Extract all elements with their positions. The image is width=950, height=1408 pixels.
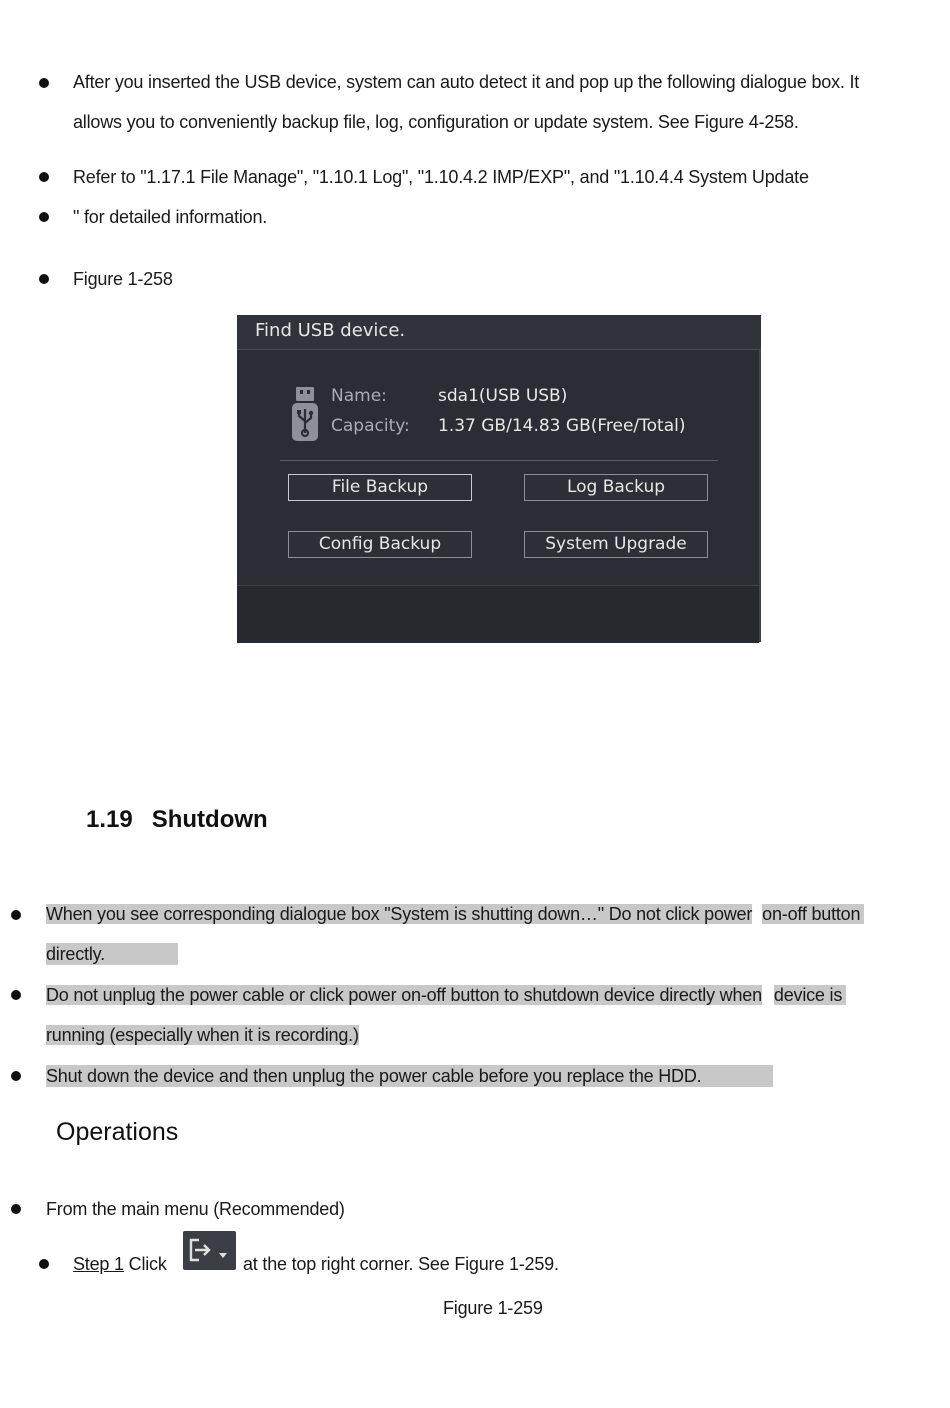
find-usb-dialog	[237, 315, 761, 642]
note-3-text: Shut down the device and then unplug the power cable before you replace the HDD.	[46, 1065, 773, 1087]
logout-icon-glyph	[183, 1231, 236, 1270]
note-1-line-2-text: directly.	[46, 943, 178, 965]
logout-icon[interactable]	[183, 1231, 236, 1270]
bullet	[39, 172, 49, 182]
section-heading	[86, 806, 268, 834]
capacity-label: Capacity:	[331, 416, 410, 436]
bullet	[39, 78, 49, 88]
log-backup-button[interactable]: Log Backup	[524, 474, 708, 501]
intro-paragraph-1-line-1: After you inserted the USB device, system can auto detect it and pop up the following dialogue box. It	[73, 72, 860, 92]
step-1-label: Step 1	[73, 1254, 124, 1274]
name-label: Name:	[331, 386, 387, 406]
operations-heading: Operations	[56, 1118, 179, 1146]
bullet	[39, 1259, 49, 1269]
step-1-prefix	[73, 1253, 167, 1275]
note-2-line-2-text: running (especially when it is recording.)	[46, 1025, 359, 1045]
bullet	[11, 1071, 21, 1081]
capacity-value: 1.37 GB/14.83 GB(Free/Total)	[438, 416, 686, 436]
system-upgrade-button[interactable]: System Upgrade	[524, 531, 708, 558]
note-1-line-2	[46, 943, 178, 965]
file-backup-button[interactable]: File Backup	[288, 474, 472, 501]
bullet	[11, 910, 21, 920]
bullet	[39, 212, 49, 222]
config-backup-button[interactable]: Config Backup	[288, 531, 472, 558]
from-main-menu: From the main menu (Recommended)	[46, 1199, 345, 1219]
intro-paragraph-2-line-2: " for detailed information.	[73, 207, 268, 227]
note-2-line-1-main: Do not unplug the power cable or click power on-off button to shutdown device directly when	[46, 985, 762, 1005]
note-1-line-1	[46, 903, 864, 925]
bullet	[11, 1204, 21, 1214]
intro-paragraph-2-line-1: Refer to "1.17.1 File Manage", "1.10.1 Log", "1.10.4.2 IMP/EXP", and "1.10.4.4 System Update	[73, 167, 809, 187]
section-title: Shutdown	[151, 806, 268, 833]
note-2-line-2	[46, 1024, 359, 1046]
section-number: 1.19	[86, 806, 133, 833]
usb-drive-icon	[291, 387, 319, 443]
dialog-title-bar	[237, 315, 761, 350]
note-2-line-1	[46, 984, 846, 1006]
note-1-line-1-main: When you see corresponding dialogue box "System is shutting down…" Do not click power	[46, 904, 753, 924]
dialog-title: Find USB device.	[255, 320, 406, 341]
figure-caption-258: Figure 1-258	[73, 269, 173, 289]
intro-paragraph-1-line-2: allows you to conveniently backup file, log, configuration or update system. See Figure 4-258.	[73, 112, 799, 132]
note-3	[46, 1065, 773, 1087]
note-2-line-1-end: device is	[774, 985, 846, 1005]
bullet	[39, 274, 49, 284]
step-1-rest: at the top right corner. See Figure 1-259.	[243, 1254, 559, 1274]
note-1-line-1-end: on-off button	[762, 904, 864, 924]
bullet	[11, 990, 21, 1000]
figure-caption-259: Figure 1-259	[443, 1298, 543, 1318]
step-1-click: Click	[123, 1254, 167, 1274]
dialog-separator	[280, 460, 718, 461]
dialog-footer	[237, 585, 759, 643]
name-value: sda1(USB USB)	[438, 386, 568, 406]
